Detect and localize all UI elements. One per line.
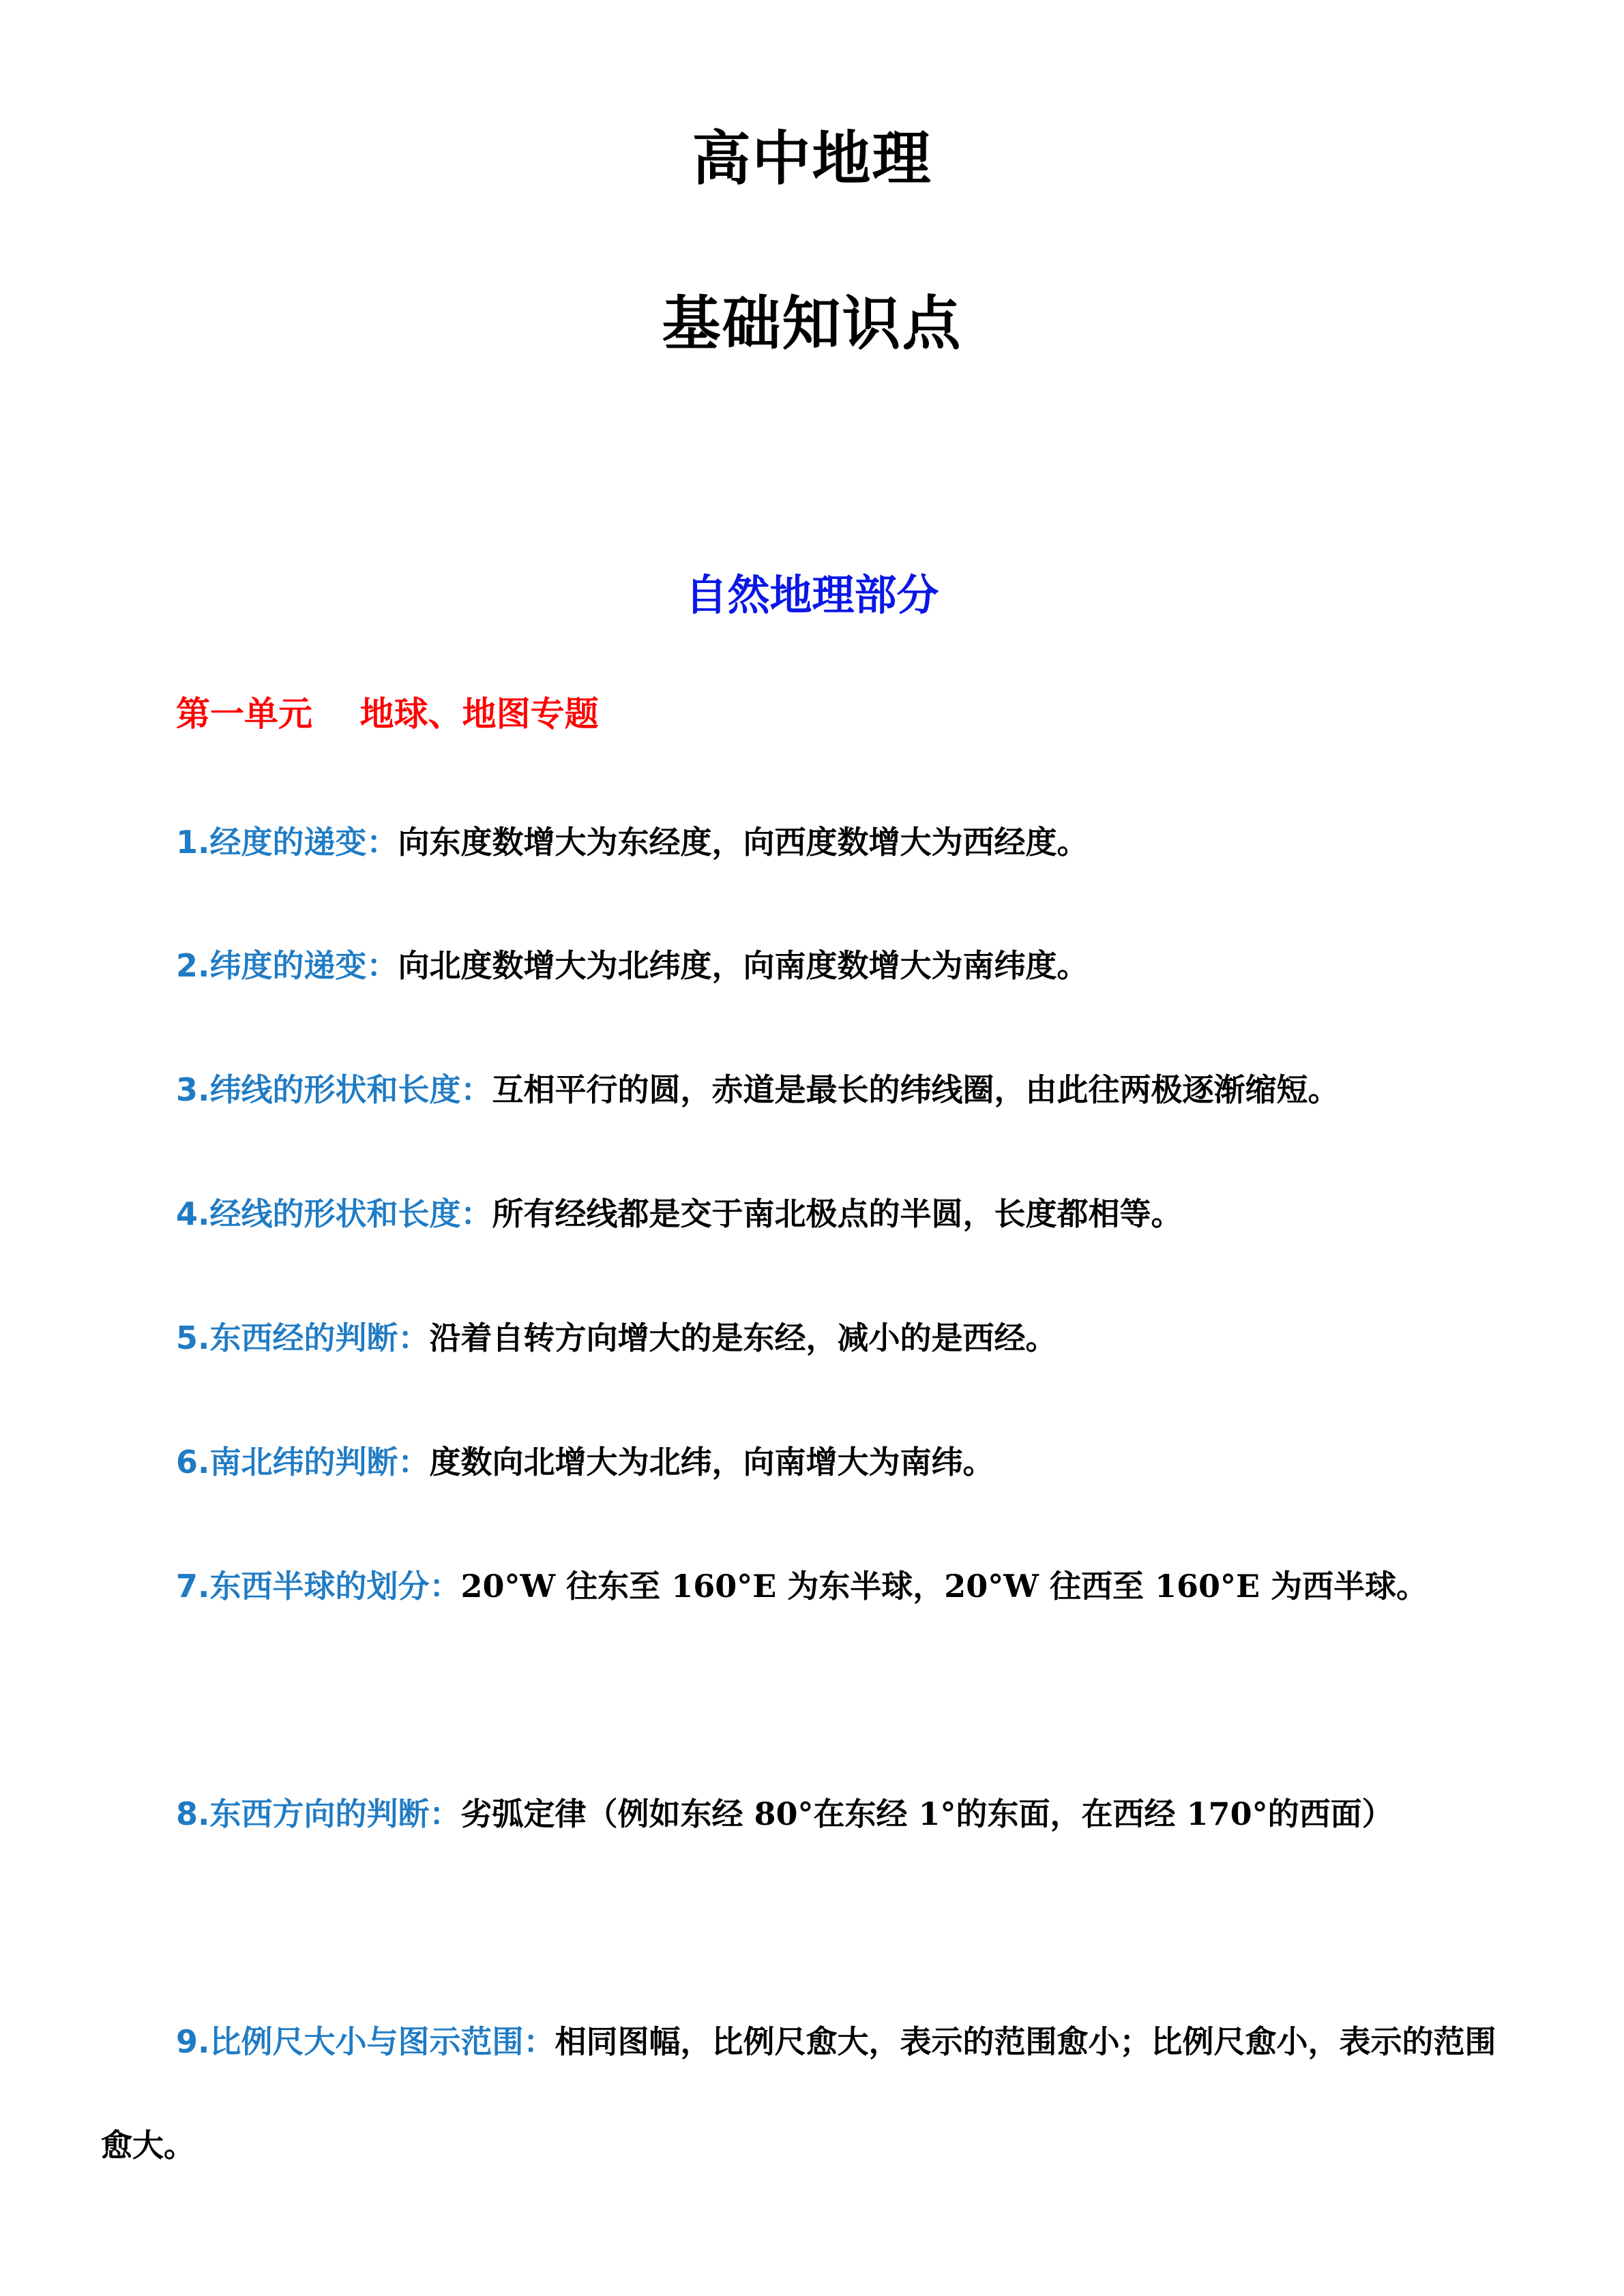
item-label: 6.南北纬的判断： [176, 1444, 430, 1480]
item-text: 相同图幅，比例尺愈大，表示的范围愈小；比例尺愈小，表示的范围愈大。 [101, 2023, 1496, 2164]
item-text: 向东度数增大为东经度，向西度数增大为西经度。 [398, 824, 1089, 861]
item-label: 1.经度的递变： [176, 824, 398, 861]
knowledge-item [101, 1286, 1526, 1390]
item-text: 沿着自转方向增大的是东经，减小的是西经。 [429, 1320, 1057, 1356]
document-subtitle: 基础知识点 [662, 290, 962, 358]
knowledge-item [101, 790, 1526, 894]
knowledge-item [101, 1990, 1526, 2197]
item-label: 8.东西方向的判断： [176, 1795, 461, 1832]
item-text: 度数向北增大为北纬，向南增大为南纬。 [429, 1444, 994, 1480]
item-text: 20°W 往东至 160°E 为东半球，20°W 往西至 160°E 为西半球。 [460, 1568, 1428, 1605]
knowledge-item [101, 1410, 1526, 1514]
item-label: 2.纬度的递变： [176, 947, 398, 984]
item-label: 4.经线的形状和长度： [176, 1195, 492, 1232]
item-label: 3.纬线的形状和长度： [176, 1071, 492, 1108]
knowledge-item [101, 1762, 1526, 1866]
unit-title: 第一单元 地球、地图专题 [176, 694, 599, 734]
knowledge-item [101, 1534, 1526, 1638]
knowledge-item [101, 914, 1526, 1017]
knowledge-item [101, 1162, 1526, 1266]
item-text: 劣弧定律（例如东经 80°在东经 1°的东面，在西经 170°的西面） [460, 1795, 1393, 1832]
item-text: 互相平行的圆，赤道是最长的纬线圈，由此往两极逐渐缩短。 [492, 1071, 1340, 1108]
item-text: 向北度数增大为北纬度，向南度数增大为南纬度。 [398, 947, 1089, 984]
document-title: 高中地理 [692, 125, 932, 193]
item-label: 9.比例尺大小与图示范围： [176, 2023, 555, 2060]
item-label: 7.东西半球的划分： [176, 1568, 461, 1605]
item-text: 所有经线都是交于南北极点的半圆，长度都相等。 [492, 1195, 1183, 1232]
item-label: 5.东西经的判断： [176, 1320, 430, 1356]
knowledge-item [101, 1038, 1526, 1142]
section-title: 自然地理部分 [685, 570, 939, 620]
